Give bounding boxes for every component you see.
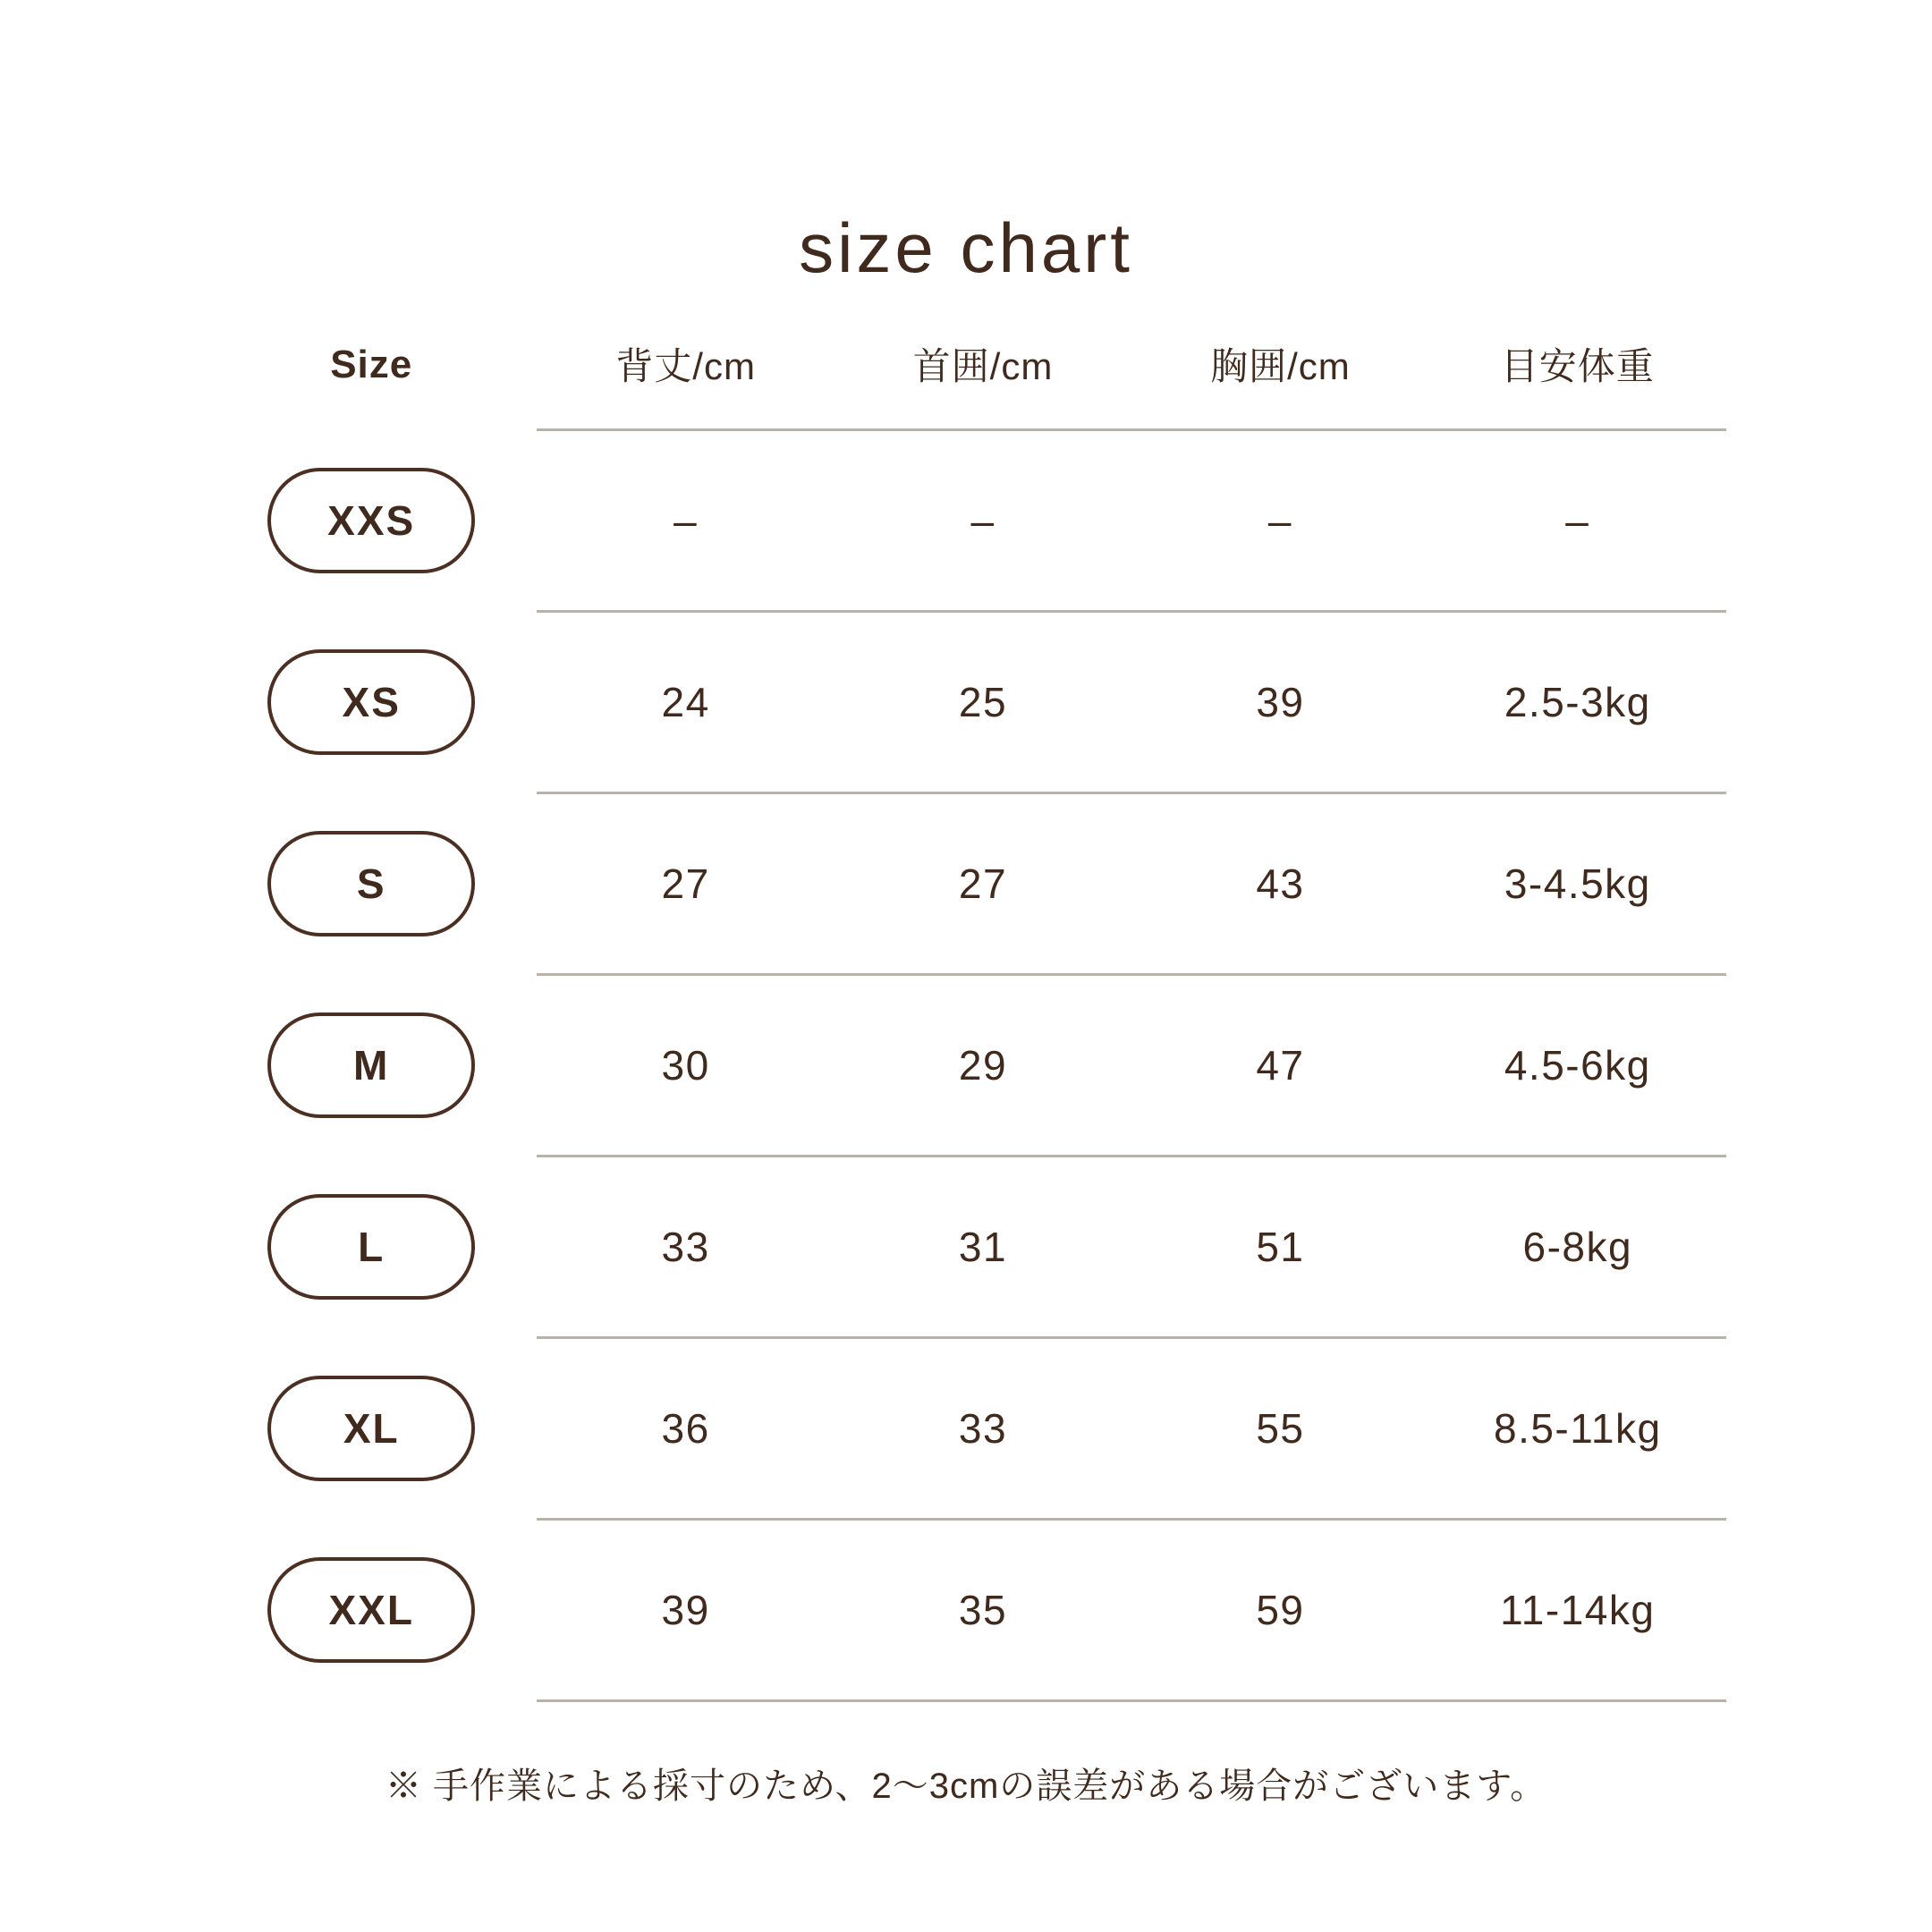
cell-chest: – [1131, 430, 1428, 612]
cell-neck: 33 [835, 1338, 1131, 1520]
table-row [206, 1338, 1726, 1520]
size-pill-l: L [267, 1194, 475, 1300]
cell-neck: – [835, 430, 1131, 612]
size-cell [206, 1338, 537, 1520]
size-cell [206, 1157, 537, 1338]
cell-back-length: 36 [537, 1338, 834, 1520]
table-row [206, 975, 1726, 1157]
size-pill-xxs: XXS [267, 468, 475, 573]
cell-neck: 29 [835, 975, 1131, 1157]
size-cell [206, 975, 537, 1157]
cell-chest: 59 [1131, 1520, 1428, 1701]
size-pill-s: S [267, 831, 475, 936]
cell-chest: 39 [1131, 612, 1428, 793]
cell-weight: 3-4.5kg [1429, 793, 1726, 975]
cell-weight: 8.5-11kg [1429, 1338, 1726, 1520]
cell-weight: 2.5-3kg [1429, 612, 1726, 793]
column-header-weight: 目安体重 [1500, 345, 1655, 387]
table-row [206, 1157, 1726, 1338]
table-row [206, 612, 1726, 793]
cell-neck: 27 [835, 793, 1131, 975]
size-pill-m: M [267, 1013, 475, 1118]
size-chart-table-wrapper [206, 283, 1726, 1702]
cell-chest: 51 [1131, 1157, 1428, 1338]
cell-neck: 31 [835, 1157, 1131, 1338]
header-row [206, 336, 1726, 430]
size-pill-xs: XS [267, 649, 475, 755]
cell-back-length: 30 [537, 975, 834, 1157]
column-header-chest: 胸囲/cm [1210, 345, 1351, 387]
cell-chest: 47 [1131, 975, 1428, 1157]
table-body [206, 430, 1726, 1701]
table-row [206, 430, 1726, 612]
cell-weight: – [1429, 430, 1726, 612]
size-cell [206, 612, 537, 793]
size-cell [206, 793, 537, 975]
cell-weight: 4.5-6kg [1429, 975, 1726, 1157]
cell-weight: 6-8kg [1429, 1157, 1726, 1338]
cell-back-length: 24 [537, 612, 834, 793]
cell-neck: 25 [835, 612, 1131, 793]
table-header [206, 336, 1726, 430]
size-pill-xxl: XXL [267, 1557, 475, 1663]
size-pill-xl: XL [267, 1376, 475, 1481]
cell-weight: 11-14kg [1429, 1520, 1726, 1701]
cell-neck: 35 [835, 1520, 1131, 1701]
table-row [206, 793, 1726, 975]
column-header-size: Size [330, 342, 413, 386]
column-header-neck: 首囲/cm [912, 345, 1054, 387]
column-header-back-length: 背丈/cm [615, 345, 756, 387]
size-chart-table [206, 336, 1726, 1702]
cell-back-length: 33 [537, 1157, 834, 1338]
cell-chest: 43 [1131, 793, 1428, 975]
size-cell [206, 430, 537, 612]
cell-back-length: – [537, 430, 834, 612]
table-row [206, 1520, 1726, 1701]
measurement-note: ※ 手作業による採寸のため、2〜3cmの誤差がある場合がございます。 [385, 1767, 1547, 1806]
size-cell [206, 1520, 537, 1701]
cell-back-length: 27 [537, 793, 834, 975]
page-title: size chart [799, 208, 1133, 287]
cell-chest: 55 [1131, 1338, 1428, 1520]
cell-back-length: 39 [537, 1520, 834, 1701]
